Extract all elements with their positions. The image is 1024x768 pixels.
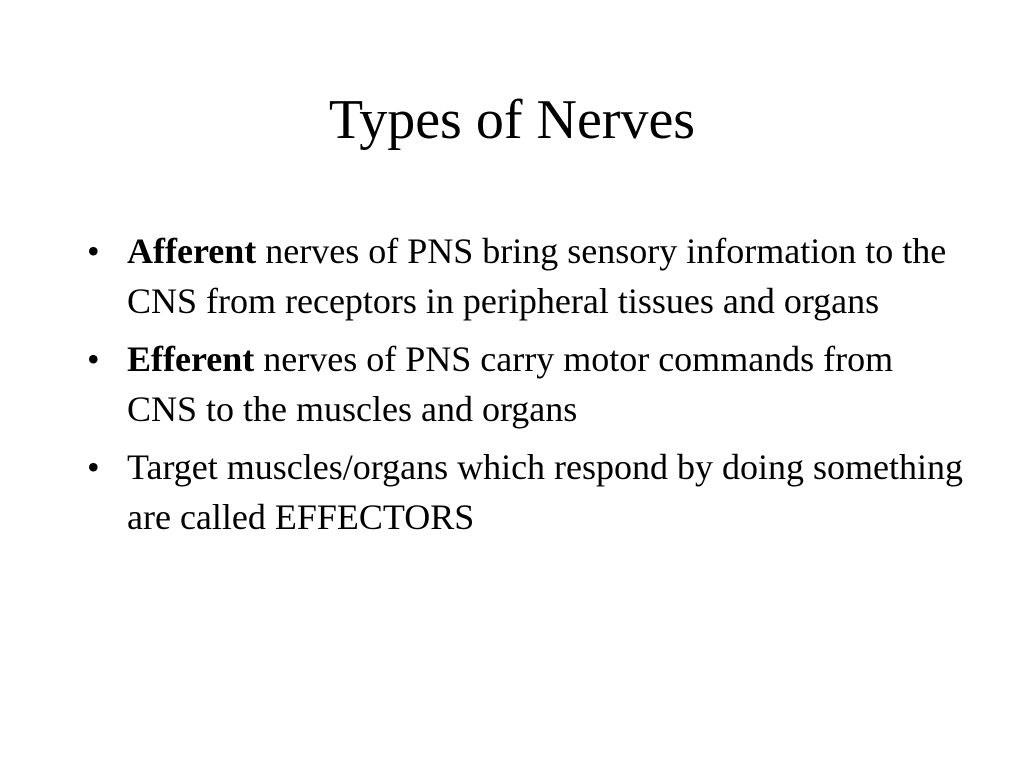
bullet-icon: • <box>87 447 100 487</box>
bullet-text: Target muscles/organs which respond by doing something are called EFFECTORS <box>127 447 964 537</box>
bullet-item-afferent <box>84 226 964 326</box>
bullet-list <box>84 226 964 550</box>
bullet-item-effectors <box>84 442 964 542</box>
bullet-term: Efferent <box>127 339 255 379</box>
slide-title: Types of Nerves <box>328 89 696 151</box>
bullet-icon: • <box>87 339 100 379</box>
bullet-text: nerves of PNS carry motor commands from CNS to the muscles and organs <box>127 339 894 429</box>
bullet-item-efferent <box>84 334 964 434</box>
bullet-icon: • <box>87 231 100 271</box>
bullet-text: nerves of PNS bring sensory information to the CNS from receptors in peripheral tissues and organs <box>127 231 947 321</box>
bullet-term: Afferent <box>127 231 257 271</box>
